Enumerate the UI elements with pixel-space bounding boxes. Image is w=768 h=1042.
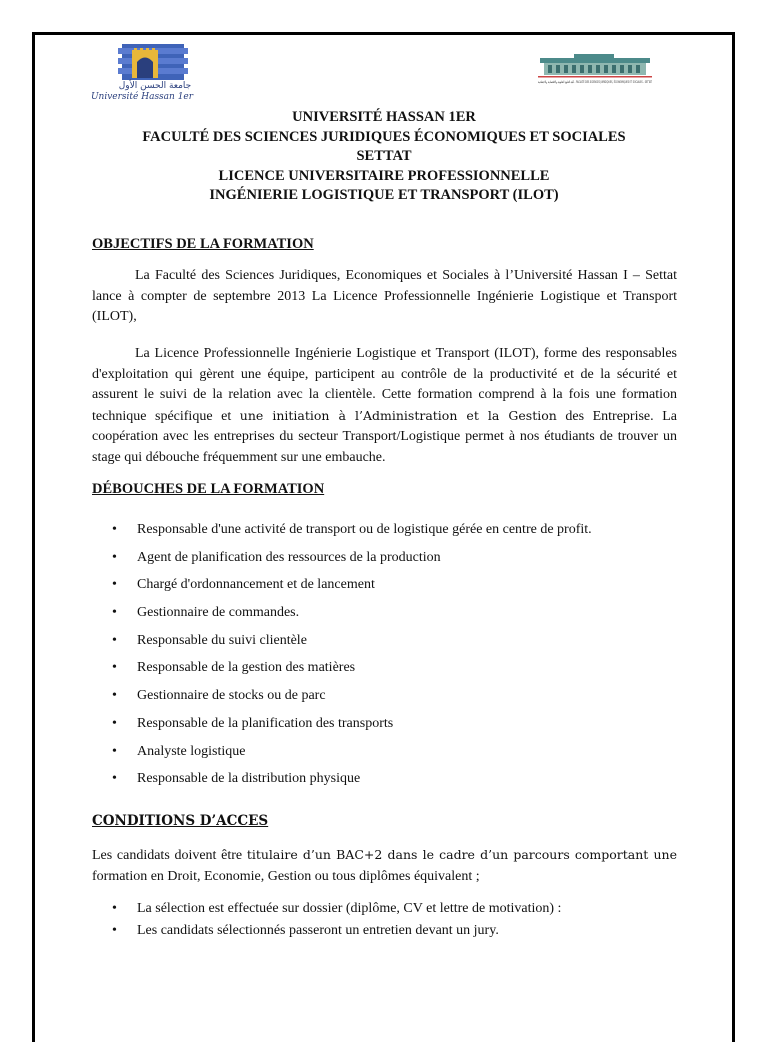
list-item: • Responsable de la planification des transports (92, 714, 677, 742)
section-title-conditions: CONDITIONS D’ACCES (92, 813, 269, 829)
header-degree: LICENCE UNIVERSITAIRE PROFESSIONNELLE (218, 167, 550, 184)
list-item: • Responsable de la gestion des matières (92, 658, 677, 686)
header-program: INGÉNIERIE LOGISTIQUE ET TRANSPORT (ILOT) (209, 187, 559, 203)
description-text-c: des Entreprise. La coopération avec les entreprises du secteur Transport/Logistique permet à nos étudiants de trouver un stage qui débouche fréquemment sur une embauche. (92, 408, 677, 465)
section-title-objectifs: OBJECTIFS DE LA FORMATION (92, 236, 314, 252)
paragraph-objectifs-intro-text: La Faculté des Sciences Juridiques, Economiques et Sociales à l’Université Hassan I – Settat lance à compter de septembre 2013 La Licence Professionnelle Ingénierie Logistique et Transport (ILOT), (92, 268, 677, 324)
list-item: • Les candidats sélectionnés passeront un entretien devant un jury. (92, 921, 677, 943)
document-header (80, 108, 688, 206)
list-item: • Responsable de la distribution physique (92, 769, 677, 797)
list-item: • Gestionnaire de stocks ou de parc (92, 686, 677, 714)
paragraph-objectifs-description (92, 344, 677, 468)
debouches-list (92, 520, 677, 797)
logo-arabic-text: جامعة الحسن الأول (118, 81, 192, 91)
list-item: • Analyste logistique (92, 742, 677, 770)
header-city: SETTAT (356, 148, 412, 164)
university-logo (92, 40, 202, 102)
list-item: • La sélection est effectuée sur dossier (diplôme, CV et lettre de motivation) : (92, 899, 677, 921)
section-title-debouches: DÉBOUCHES DE LA FORMATION (92, 481, 325, 497)
conditions-text-a: Les candidats doivent être (92, 848, 247, 863)
description-text-a: La Licence Professionnelle Ingénierie Logistique et Transport (ILOT), forme des responsables d'exploitation qui gèrent une équipe, participent au contrôle de la productivité et de la sécurité et assurent le suivi de la relation avec la clientèle. Cette formation comprend à la fois une formation technique spécifique et (92, 346, 677, 424)
paragraph-objectifs-intro (92, 266, 677, 328)
list-item: • Chargé d'ordonnancement et de lancement (92, 575, 677, 603)
list-item: • Agent de planification des ressources de la production (92, 548, 677, 576)
faculty-logo (534, 50, 714, 90)
description-text-b: une initiation à l’Administration et la Gestion (239, 407, 557, 423)
faculty-logo-caption: كلية العلوم القانونية والاقتصادية والاجتماعية - FACULTÉ DES SCIENCES JURIDIQUES, ÉCONOMIQUES ET SOCIALES - SETTAT (538, 80, 714, 84)
conditions-text-c: formation en Droit, Economie, Gestion ou tous diplômes équivalent ; (92, 868, 480, 884)
list-item: • Gestionnaire de commandes. (92, 603, 677, 631)
conditions-text-b: titulaire d’un BAC+2 dans le cadre d’un parcours comportant une (246, 847, 677, 862)
logo-latin-text: Université Hassan 1er (90, 92, 194, 102)
header-faculty: FACULTÉ DES SCIENCES JURIDIQUES ÉCONOMIQUES ET SOCIALES (142, 128, 626, 145)
header-university: UNIVERSITÉ HASSAN 1ER (292, 109, 476, 125)
list-item: • Responsable d'une activité de transport ou de logistique gérée en centre de profit. (92, 520, 677, 548)
list-item: • Responsable du suivi clientèle (92, 631, 677, 659)
paragraph-conditions (92, 845, 677, 887)
conditions-list (92, 899, 677, 943)
